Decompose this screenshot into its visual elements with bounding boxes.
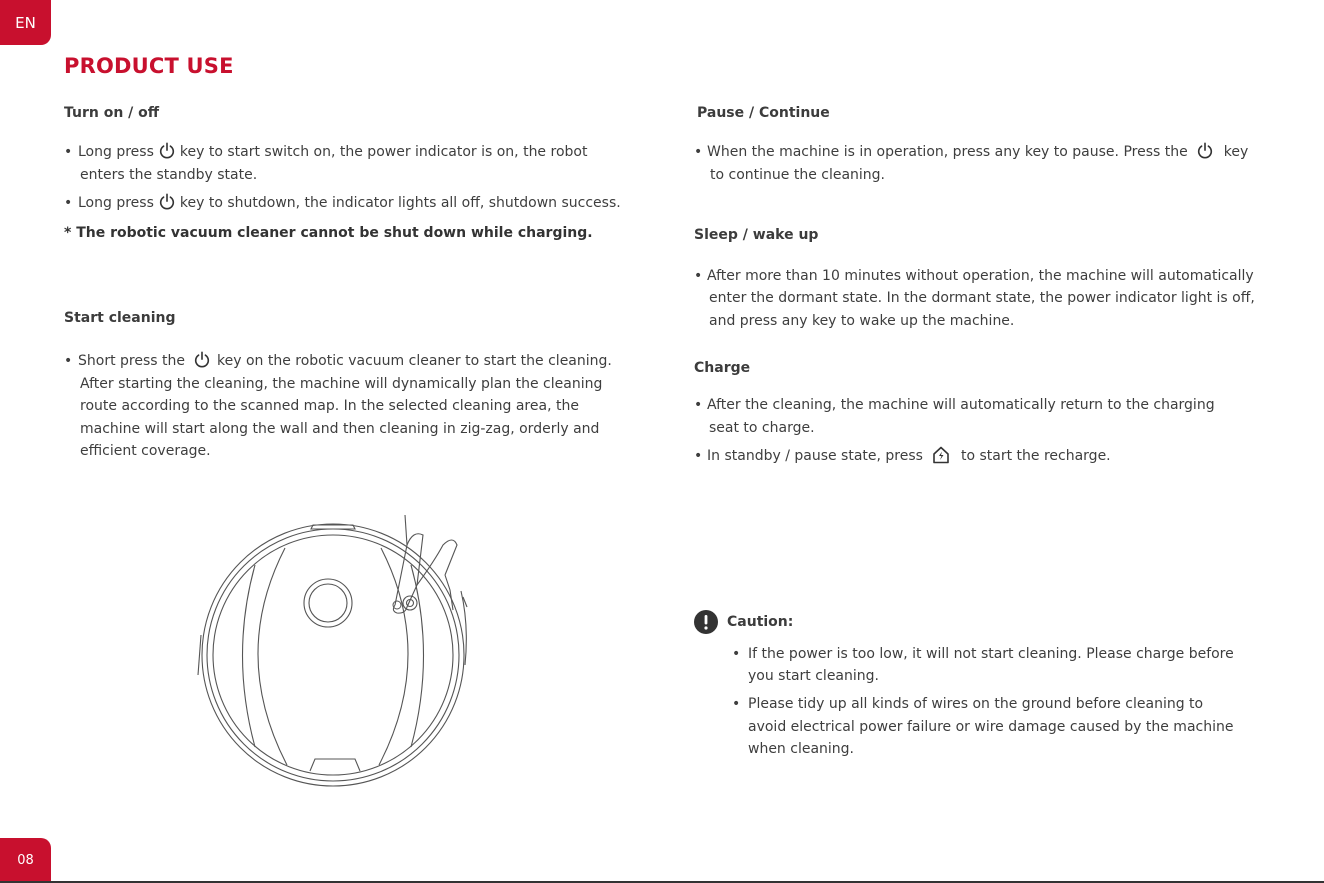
charge-item-2 [707,445,1111,468]
bullet-dot: • [732,646,741,662]
start-cleaning-line: machine will start along the wall and then cleaning in zig-zag, orderly and [80,421,600,437]
page-number: 08 [17,853,34,868]
robot-vacuum-illustration [195,515,475,790]
text: In standby / pause state, press [707,448,923,464]
caution-line: If the power is too low, it will not start cleaning. Please charge before [748,646,1234,662]
text: When the machine is in operation, press any key to pause. Press the [707,144,1188,160]
caution-icon [694,610,718,634]
bullet-dot: • [64,144,73,160]
turn-on-item-1-cont: enters the standby state. [80,167,258,183]
charge-line: seat to charge. [709,420,815,436]
caution-line: avoid electrical power failure or wire damage caused by the machine [748,719,1234,735]
bullet-dot: • [694,268,703,284]
bullet-dot: • [694,144,703,160]
bullet-dot: • [694,397,703,413]
charging-note: * The robotic vacuum cleaner cannot be shut down while charging. [64,225,593,241]
sleep-line: and press any key to wake up the machine. [709,313,1015,329]
heading-turn-on-off: Turn on / off [64,105,160,121]
start-cleaning-line: efficient coverage. [80,443,211,459]
sleep-line: After more than 10 minutes without operation, the machine will automatically [707,268,1254,284]
start-cleaning-item-1 [78,350,612,373]
text: key on the robotic vacuum cleaner to start the cleaning. [216,353,612,369]
home-charge-icon [931,445,951,465]
pause-item-1-cont: to continue the cleaning. [710,167,886,183]
bullet-dot: • [732,696,741,712]
pause-item-1 [707,141,1248,164]
power-icon [158,142,176,160]
turn-on-item-1 [78,141,587,164]
bullet-dot: • [694,448,703,464]
language-label: EN [15,13,36,32]
sleep-line: enter the dormant state. In the dormant state, the power indicator light is off, [709,290,1255,306]
caution-line: Please tidy up all kinds of wires on the ground before cleaning to [748,696,1204,712]
caution-line: you start cleaning. [748,668,879,684]
start-cleaning-line: After starting the cleaning, the machine will dynamically plan the cleaning [80,376,603,392]
bullet-dot: • [64,195,73,211]
power-icon [193,351,211,369]
text: key to shutdown, the indicator lights all off, shutdown success. [179,195,621,211]
heading-charge: Charge [694,360,751,376]
heading-caution: Caution: [727,614,794,630]
heading-sleep-wake: Sleep / wake up [694,227,819,243]
text: to start the recharge. [960,448,1111,464]
power-icon [1196,142,1214,160]
caution-line: when cleaning. [748,741,855,757]
text: Short press the [78,353,185,369]
turn-on-item-2 [78,192,621,215]
heading-pause-continue: Pause / Continue [697,105,830,121]
bullet-dot: • [64,353,73,369]
text: Long press [78,144,154,160]
page-number-tab [0,838,51,883]
text: Long press [78,195,154,211]
power-icon [158,193,176,211]
text: key to start switch on, the power indicator is on, the robot [179,144,588,160]
page-title: PRODUCT USE [64,54,234,78]
start-cleaning-line: route according to the scanned map. In the selected cleaning area, the [80,398,579,414]
language-tab [0,0,51,45]
heading-start-cleaning: Start cleaning [64,310,176,326]
text: key [1223,144,1249,160]
charge-line: After the cleaning, the machine will automatically return to the charging [707,397,1215,413]
